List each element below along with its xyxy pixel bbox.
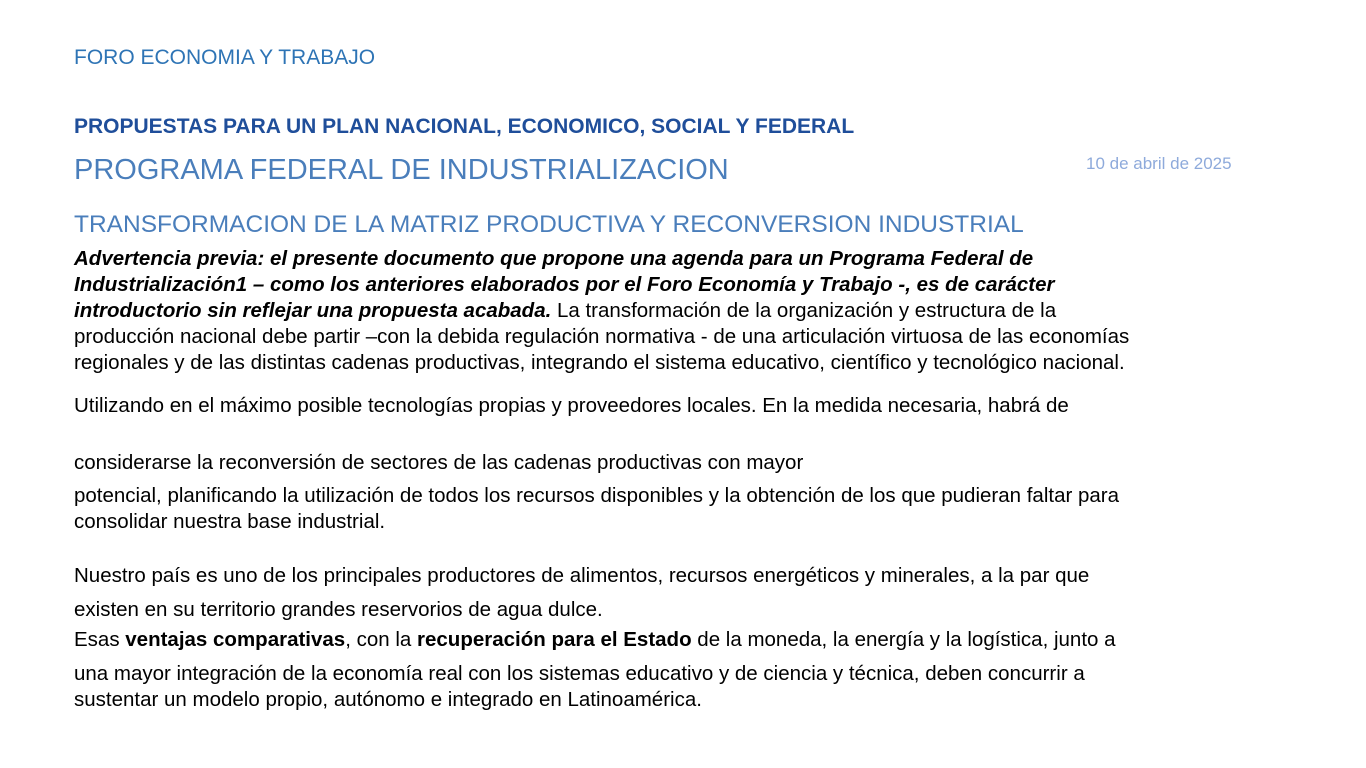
advantages-pre: Esas [74, 628, 126, 651]
organization-name: FORO ECONOMIA Y TRABAJO [74, 46, 376, 69]
paragraph-resources [74, 559, 1274, 627]
warning-line-5: regionales y de las distintas cadenas productivas, integrando el sistema educativo, científico y tecnológico nacional. [74, 351, 1125, 374]
paragraph-resources-line-2: existen en su territorio grandes reservorios de agua dulce. [74, 598, 603, 621]
paragraph-reconversion [74, 450, 1274, 535]
paragraph-advantages-line-3: sustentar un modelo propio, autónomo e integrado en Latinoamérica. [74, 688, 702, 711]
document-subtitle: PROPUESTAS PARA UN PLAN NACIONAL, ECONOMICO, SOCIAL Y FEDERAL [74, 115, 855, 138]
warning-line-3-rest: La transformación de la organización y estructura de la [551, 299, 1057, 322]
paragraph-advantages [74, 627, 1274, 713]
warning-line-3-bold: introductorio sin reflejar una propuesta acabada. [74, 299, 552, 322]
paragraph-advantages-line-1 [74, 627, 1274, 653]
paragraph-reconversion-line-1: considerarse la reconversión de sectores de las cadenas productivas con mayor [74, 451, 804, 474]
advantages-mid: , con la [345, 628, 418, 651]
warning-line-3 [74, 298, 1274, 324]
paragraph-resources-line-1: Nuestro país es uno de los principales productores de alimentos, recursos energéticos y minerales, a la par que [74, 564, 1090, 587]
advantages-bold-2: recuperación para el Estado [417, 628, 692, 651]
paragraph-reconversion-line-2: potencial, planificando la utilización de todos los recursos disponibles y la obtención de los que pudieran faltar para [74, 484, 1120, 507]
document-date: 10 de abril de 2025 [1086, 154, 1232, 173]
advantages-bold-1: ventajas comparativas [125, 628, 346, 651]
paragraph-reconversion-line-3: consolidar nuestra base industrial. [74, 510, 386, 533]
page-title: PROGRAMA FEDERAL DE INDUSTRIALIZACION [74, 154, 729, 186]
advantages-post: de la moneda, la energía y la logística, junto a [691, 628, 1116, 651]
warning-paragraph [74, 246, 1274, 376]
warning-line-4: producción nacional debe partir –con la debida regulación normativa - de una articulación virtuosa de las economías [74, 325, 1130, 348]
section-title: TRANSFORMACION DE LA MATRIZ PRODUCTIVA Y RECONVERSION INDUSTRIAL [74, 211, 1024, 238]
paragraph-technologies [74, 393, 1274, 419]
warning-line-2: Industrialización1 – como los anteriores elaborados por el Foro Economía y Trabajo -, es de carácter [74, 273, 1055, 296]
warning-line-1: Advertencia previa: el presente documento que propone una agenda para un Programa Federal de [74, 247, 1034, 270]
paragraph-technologies-line-1: Utilizando en el máximo posible tecnologías propias y proveedores locales. En la medida necesaria, habrá de [74, 394, 1069, 417]
paragraph-advantages-line-2: una mayor integración de la economía real con los sistemas educativo y de ciencia y técnica, deben concurrir a [74, 662, 1085, 685]
